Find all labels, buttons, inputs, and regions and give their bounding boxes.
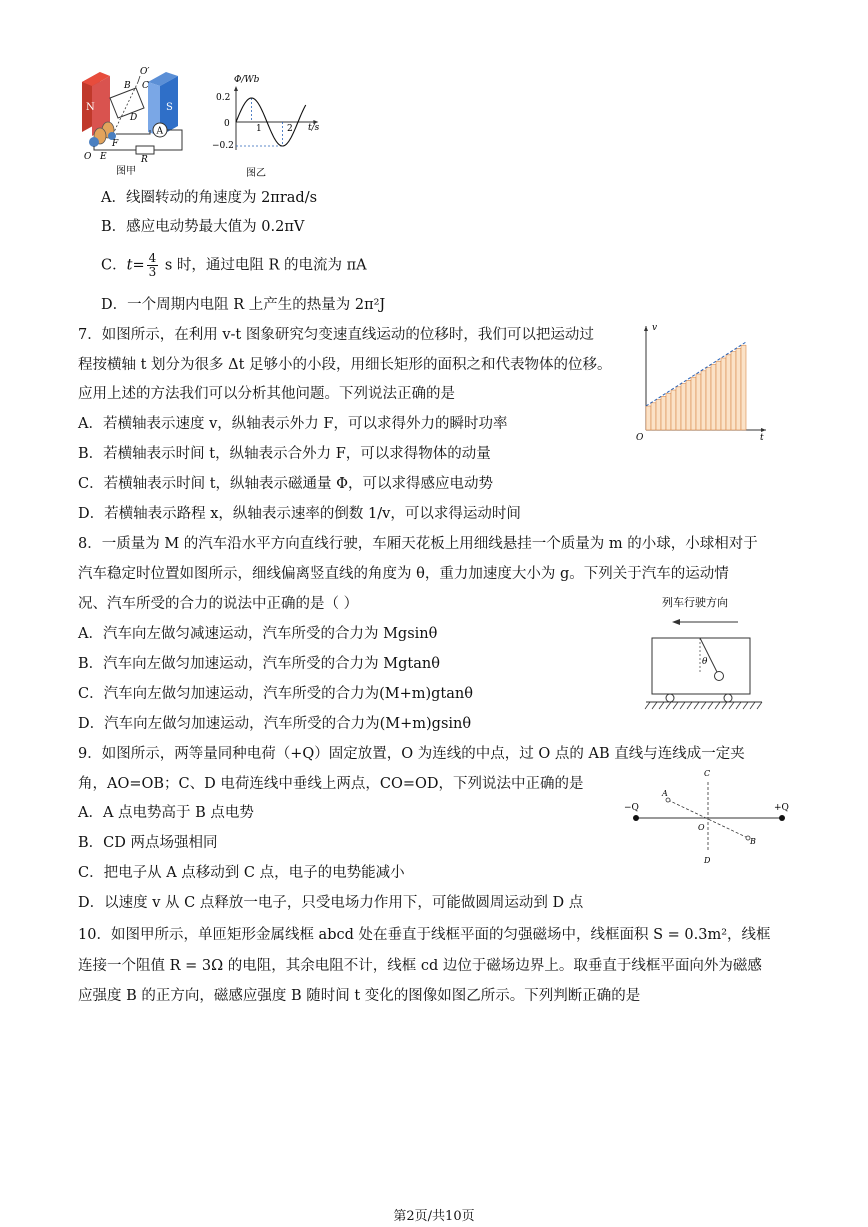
y-axis-arrow (234, 86, 238, 91)
q9-label-left: −Q (624, 803, 639, 813)
q7-strip (656, 400, 661, 430)
q9-label-right: +Q (774, 803, 789, 813)
q7-label-v: v (652, 323, 658, 333)
x-tick-2: 2 (287, 124, 293, 134)
q7-option-a: A．若横轴表示速度 v，纵轴表示外力 F，可以求得外力的瞬时功率 (78, 416, 508, 432)
q7-stem-line2: 程按横轴 t 划分为很多 Δt 足够小的小段，用细长矩形的面积之和代表物体的位移。 (78, 357, 612, 373)
page-footer: 第2页/共10页 (393, 1209, 475, 1224)
hatch-line (743, 702, 748, 709)
hatch-line (715, 702, 720, 709)
label-r: R (141, 155, 148, 165)
q7-strip (686, 380, 691, 430)
q9-label-b: B (750, 837, 756, 846)
hatch-line (680, 702, 685, 709)
q9-point-a (666, 798, 670, 802)
q7-option-d: D．若横轴表示路程 x，纵轴表示速率的倒数 1/v，可以求得运动时间 (78, 506, 521, 522)
q6-option-c (101, 252, 367, 279)
q6-option-d: D．一个周期内电阻 R 上产生的热量为 2π²J (101, 297, 386, 313)
q7-strip (701, 371, 706, 430)
origin-label: 0 (224, 119, 230, 129)
coil (110, 88, 144, 118)
q7-strip (726, 355, 731, 430)
figure-yi-flux-chart (212, 70, 324, 180)
q9-stem-line1: 9．如图所示，两等量同种电荷（+Q）固定放置，O 为连线的中点，过 O 点的 AB 直线与连线成一定夹 (78, 746, 745, 762)
q7-strip (721, 358, 726, 430)
q7-strip (711, 364, 716, 430)
q8-direction-arrow-head (672, 619, 680, 625)
q8-stem-line1: 8．一质量为 M 的汽车沿水平方向直线行驶，车厢天花板上用细线悬挂一个质量为 m 的小球，小球相对于 (78, 536, 758, 552)
label-o: O (84, 152, 92, 162)
hatch-line (708, 702, 713, 709)
hatch-line (687, 702, 692, 709)
q9-option-b: B．CD 两点场强相同 (78, 835, 218, 851)
q8-stem-line2: 汽车稳定时位置如图所示，细线偏离竖直线的角度为 θ，重力加速度大小为 g。下列关于汽车的运动情 (78, 566, 729, 582)
y-tick-minus-0-2: −0.2 (212, 141, 234, 151)
q8-option-b: B．汽车向左做匀加速运动，汽车所受的合力为 Mgtanθ (78, 656, 440, 672)
hatch-line (701, 702, 706, 709)
q7-strip (691, 377, 696, 430)
q9-label-c: C (704, 769, 711, 778)
q8-direction-label: 列车行驶方向 (662, 596, 728, 609)
label-ammeter: A (156, 126, 163, 137)
q9-label-d: D (704, 856, 711, 865)
q9-stem-line2: 角，AO=OB；C、D 电荷连线中垂线上两点，CO=OD，下列说法中正确的是 (78, 776, 584, 792)
q8-option-a: A．汽车向左做匀减速运动，汽车所受的合力为 Mgsinθ (78, 626, 438, 642)
q8-car-body (652, 638, 750, 694)
q6-c-prefix: C． (101, 257, 127, 274)
q8-car-figure (644, 592, 774, 718)
x-axis-label: t/s (308, 123, 320, 133)
q10-stem-line1: 10．如图甲所示，单匝矩形金属线框 abcd 处在垂直于线框平面的匀强磁场中，线框面积 S = 0.3m²，线框 (78, 927, 771, 943)
hatch-line (750, 702, 755, 709)
hatch-line (722, 702, 727, 709)
q9-charge-left (633, 815, 639, 821)
t-axis-arrow (761, 428, 766, 432)
label-e: E (100, 152, 107, 162)
hatch-line (659, 702, 664, 709)
q9-label-o: O (698, 823, 705, 832)
label-f: F (112, 139, 119, 149)
q7-strip (651, 403, 656, 430)
q7-label-t: t (760, 433, 764, 442)
q7-stem-line3: 应用上述的方法我们可以分析其他问题。下列说法正确的是 (78, 386, 455, 402)
label-b: B (124, 81, 131, 91)
y-tick-0-2: 0.2 (216, 93, 231, 103)
caption-jia: 图甲 (116, 166, 136, 177)
q6-option-b: B．感应电动势最大值为 0.2πV (101, 219, 305, 235)
q6-c-eq: = (132, 257, 145, 274)
hatch-line (694, 702, 699, 709)
q7-strip (681, 384, 686, 430)
q7-strip (731, 352, 736, 430)
q7-option-b: B．若横轴表示时间 t，纵轴表示合外力 F，可以求得物体的动量 (78, 446, 491, 462)
wire-top (116, 130, 150, 134)
hatch-line (645, 702, 650, 709)
hatch-line (736, 702, 741, 709)
q7-strip (741, 345, 746, 430)
label-s: S (166, 102, 173, 113)
q7-strip (676, 387, 681, 430)
q6-c-t: t (126, 257, 133, 274)
q8-wheel-left (666, 694, 674, 702)
q7-strip (661, 396, 666, 430)
q8-theta-label: θ (702, 657, 708, 667)
y-axis-label: Φ/Wb (234, 75, 260, 85)
q7-strip (666, 393, 671, 430)
q8-wheel-right (724, 694, 732, 702)
hatch-line (666, 702, 671, 709)
q6-c-suffix: s 时，通过电阻 R 的电流为 πA (160, 257, 367, 274)
q7-strip (671, 390, 676, 430)
hatch-line (652, 702, 657, 709)
caption-yi: 图乙 (246, 168, 266, 179)
q7-strip (716, 361, 721, 430)
q7-label-o: O (636, 433, 644, 442)
resistor-r (136, 146, 154, 154)
q7-strip (696, 374, 701, 430)
q10-stem-line3: 应强度 B 的正方向，磁感应强度 B 随时间 t 变化的图像如图乙所示。下列判断正确的是 (78, 988, 641, 1004)
q6-c-numerator: 4 (148, 251, 157, 265)
label-o-prime: O′ (140, 67, 150, 77)
q6-c-denominator: 3 (148, 265, 157, 279)
q8-option-d: D．汽车向左做匀加速运动，汽车所受的合力为(M+m)gsinθ (78, 716, 472, 732)
q9-option-c: C．把电子从 A 点移动到 C 点，电子的电势能减小 (78, 865, 405, 881)
q6-option-a: A．线圈转动的角速度为 2πrad/s (101, 190, 318, 206)
q9-option-d: D．以速度 v 从 C 点释放一电子，只受电场力作用下，可能做圆周运动到 D 点 (78, 895, 584, 911)
hatch-line (673, 702, 678, 709)
v-axis-arrow (644, 326, 648, 331)
hatch-line (729, 702, 734, 709)
q7-rectangles (646, 345, 746, 430)
q8-ground-hatch (645, 702, 762, 709)
brush-e (89, 137, 99, 147)
label-c: C (142, 81, 149, 91)
q8-ball (715, 672, 724, 681)
q7-strip (706, 368, 711, 430)
x-tick-1: 1 (256, 124, 262, 134)
q9-charge-right (779, 815, 785, 821)
label-n: N (86, 102, 95, 113)
q9-label-a: A (662, 789, 668, 798)
q7-stem-line1: 7．如图所示，在利用 v-t 图象研究匀变速直线运动的位移时，我们可以把运动过 (78, 327, 594, 343)
q6-c-fraction (147, 252, 159, 279)
hatch-line (757, 702, 762, 709)
q9-option-a: A．A 点电势高于 B 点电势 (78, 805, 254, 821)
q8-stem-line3: 况、汽车所受的合力的说法中正确的是（ ） (78, 596, 359, 612)
figure-jia-generator (78, 62, 198, 180)
q7-strip (736, 348, 741, 430)
q9-charges-figure (622, 764, 794, 868)
q7-vt-figure (632, 318, 772, 442)
q8-option-c: C．汽车向左做匀加速运动，汽车所受的合力为(M+m)gtanθ (78, 686, 473, 702)
label-d: D (130, 113, 138, 123)
q10-stem-line2: 连接一个阻值 R = 3Ω 的电阻，其余电阻不计，线框 cd 边位于磁场边界上。取垂直于线框平面向外为磁感 (78, 958, 762, 974)
q7-strip (646, 406, 651, 430)
q7-option-c: C．若横轴表示时间 t，纵轴表示磁通量 Φ，可以求得感应电动势 (78, 476, 494, 492)
